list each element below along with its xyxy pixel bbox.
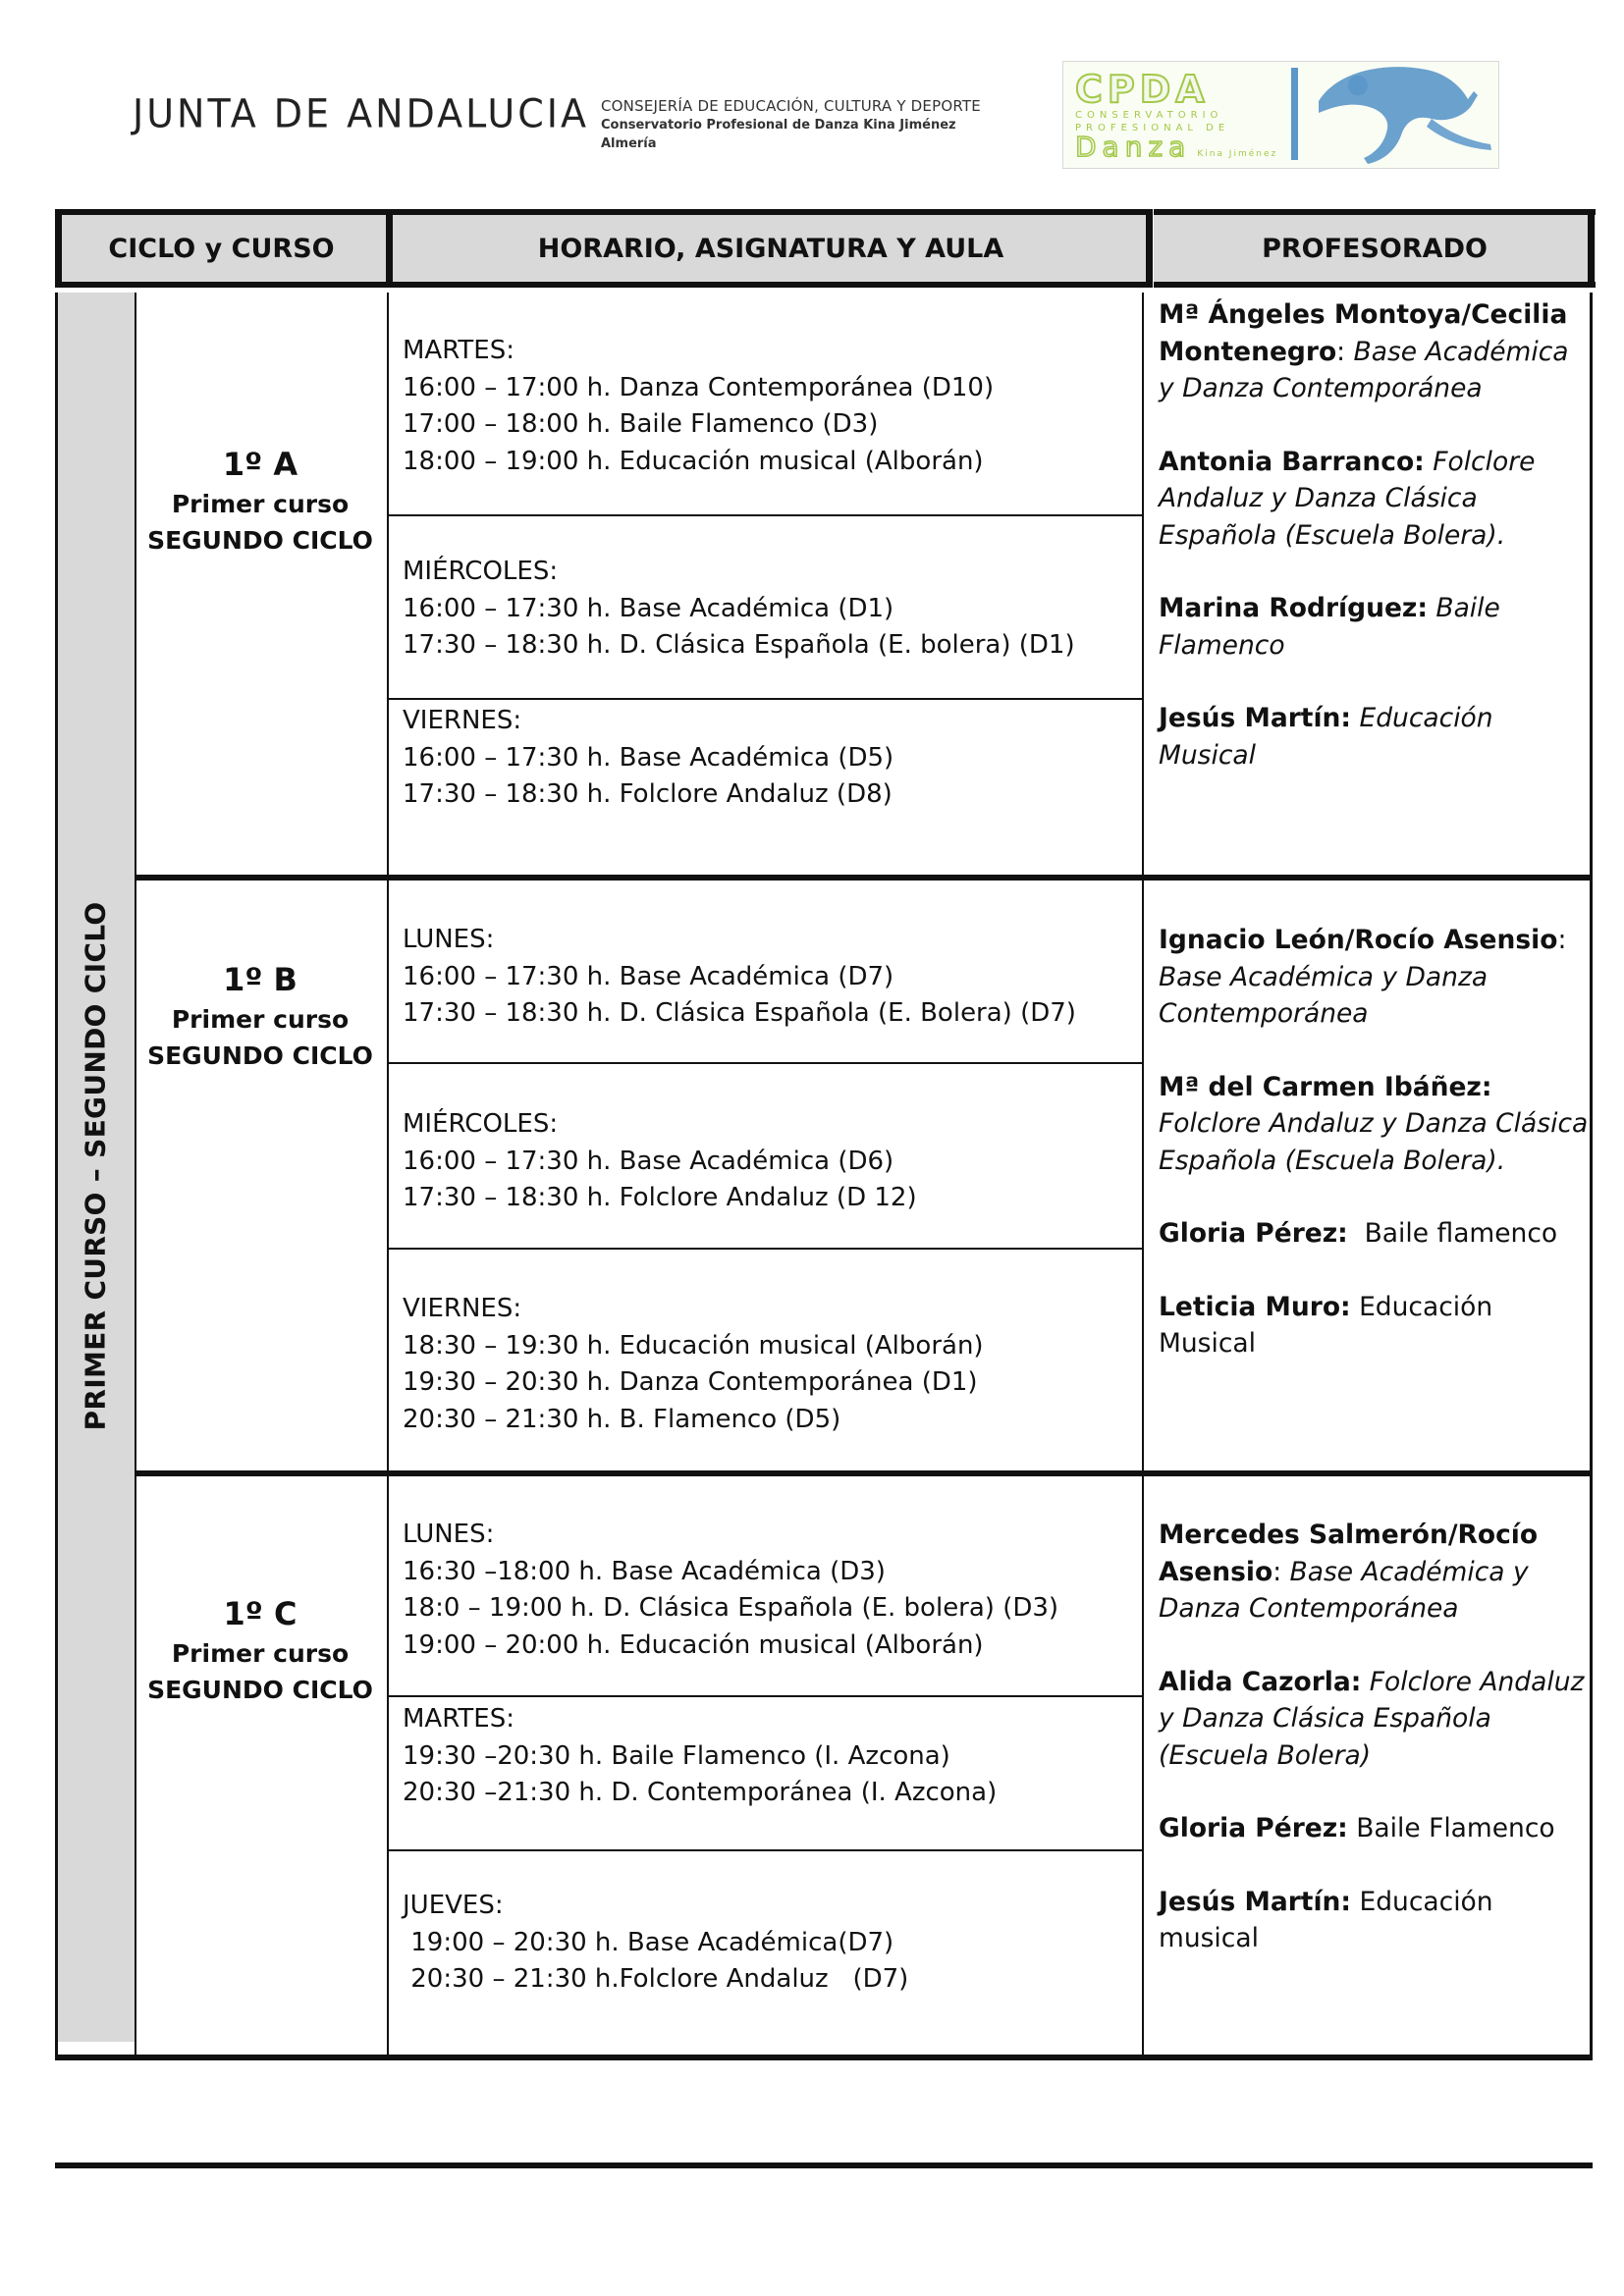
slot-separator (389, 1062, 1143, 1064)
teacher-name: Mª Ángeles Montoya/Cecilia Montenegro (1159, 299, 1568, 367)
slot-line: 18:00 – 19:00 h. Educación musical (Alborán) (403, 446, 984, 476)
header-border-right (1588, 209, 1595, 288)
teacher-sep: : (1557, 925, 1567, 955)
grid-left (55, 293, 58, 2059)
teacher-subject: Folclore Andaluz y Danza Clásica Española (Escuela Bolera) (1159, 1666, 1585, 1771)
logo-danza: Danza (1075, 131, 1192, 163)
grid-sidebar-right (135, 293, 136, 2059)
header-ciclo-curso: CICLO y CURSO (57, 209, 386, 288)
teacher-sep: : (1272, 1556, 1290, 1587)
teacher-sep (1361, 1667, 1369, 1697)
slot-day: MARTES: (403, 1704, 514, 1734)
course-cycle: SEGUNDO CICLO (147, 1041, 373, 1070)
teacher-sep (1348, 1218, 1365, 1249)
header-border-mid2 (1146, 209, 1153, 288)
schedule-slot (403, 333, 1129, 480)
slot-line: 17:00 – 18:00 h. Baile Flamenco (D3) (403, 409, 879, 439)
schedule-slot (403, 703, 1129, 814)
teacher-entry (1159, 444, 1591, 555)
slot-day: JUEVES: (403, 1891, 504, 1920)
header-profesorado: PROFESORADO (1154, 209, 1596, 288)
slot-day: MIÉRCOLES: (403, 557, 559, 586)
slot-line: 19:00 – 20:00 h. Educación musical (Alborán) (403, 1629, 984, 1660)
slot-line: 16:00 – 17:00 h. Danza Contemporánea (D10) (403, 372, 995, 402)
slot-line: 16:30 –18:00 h. Base Académica (D3) (403, 1556, 886, 1586)
schedule-slot (403, 1701, 1129, 1812)
teacher-name: Ignacio León/Rocío Asensio (1159, 925, 1558, 955)
city-line: Almería (601, 136, 657, 151)
dancer-silhouette-icon (1299, 62, 1495, 168)
logo-acronym: CPDA (1075, 68, 1210, 111)
table-bottom (55, 2055, 1593, 2060)
teachers-cell (1159, 922, 1591, 1399)
institution-block (601, 97, 1053, 153)
header-border-mid1 (386, 209, 393, 288)
teacher-entry (1159, 1215, 1591, 1253)
course-cycle: SEGUNDO CICLO (147, 1676, 373, 1704)
slot-separator (389, 698, 1143, 700)
course-cell-1c (137, 1592, 383, 1708)
teacher-name: Jesús Martín: (1159, 1886, 1352, 1917)
slot-line: 18:30 – 19:30 h. Educación musical (Alborán) (403, 1330, 984, 1361)
slot-separator (389, 1695, 1143, 1697)
slot-day: MIÉRCOLES: (403, 1109, 559, 1139)
teacher-entry (1159, 922, 1591, 1033)
teacher-subject: Folclore Andaluz y Danza Clásica Española (Escuela Bolera). (1159, 1108, 1589, 1176)
junta-de-andalucia-logo-text: JUNTA DE ANDALUCIA (133, 90, 589, 137)
teacher-sep (1348, 1813, 1356, 1843)
slot-day: MARTES: (403, 336, 514, 365)
teacher-name: Jesús Martín: (1159, 703, 1352, 733)
teacher-entry (1159, 1884, 1591, 1957)
teacher-subject: Educación musical (1159, 1886, 1493, 1953)
teacher-entry (1159, 700, 1591, 774)
teacher-sep: : (1336, 336, 1354, 367)
teacher-subject: Base Académica y Danza Contemporánea (1159, 961, 1489, 1029)
teacher-name: Alida Cazorla: (1159, 1666, 1362, 1697)
slot-day: VIERNES: (403, 1294, 522, 1323)
teacher-sep (1351, 1292, 1359, 1322)
schedule-slot (403, 1888, 1129, 1999)
teacher-name: Gloria Pérez: (1159, 1813, 1348, 1843)
header-border-left (55, 209, 62, 288)
teacher-entry (1159, 1289, 1591, 1362)
slot-line: 17:30 – 18:30 h. Folclore Andaluz (D 12) (403, 1183, 917, 1212)
teacher-entry (1159, 590, 1591, 664)
group-separator-2 (135, 1470, 1593, 1476)
slot-line: 16:00 – 17:30 h. Base Académica (D6) (403, 1146, 894, 1176)
slot-line: 17:30 – 18:30 h. D. Clásica Española (E. bolera) (D1) (403, 630, 1075, 660)
logo-bar (1291, 68, 1298, 160)
teacher-entry (1159, 1517, 1591, 1628)
teacher-sep (1425, 447, 1433, 477)
teacher-subject: Educación Musical (1159, 703, 1493, 771)
course-name: 1º C (223, 1595, 298, 1632)
logo-line1: CONSERVATORIO (1075, 110, 1223, 121)
cycle-side-label: PRIMER CURSO – SEGUNDO CICLO (79, 901, 112, 1431)
slot-line: 17:30 – 18:30 h. D. Clásica Española (E. Bolera) (D7) (403, 998, 1076, 1028)
slot-day: LUNES: (403, 925, 495, 954)
slot-line: 20:30 – 21:30 h. B. Flamenco (D5) (403, 1404, 841, 1434)
teacher-entry (1159, 1069, 1591, 1180)
grid-schedule-right (1142, 293, 1144, 2059)
schedule-slot (403, 554, 1129, 665)
teacher-entry (1159, 296, 1591, 407)
course-cell-1a (137, 443, 383, 559)
teacher-subject: Baile flamenco (1364, 1218, 1558, 1249)
slot-line: 16:00 – 17:30 h. Base Académica (D7) (403, 961, 894, 991)
cpda-logo (1062, 61, 1499, 169)
logo-line2: PROFESIONAL DE (1075, 123, 1230, 133)
slot-line: 20:30 – 21:30 h.Folclore Andaluz (D7) (403, 1964, 909, 1994)
slot-day: LUNES: (403, 1520, 495, 1549)
conservatorio-line: Conservatorio Profesional de Danza Kina Jiménez (601, 118, 956, 133)
header-horario: HORARIO, ASIGNATURA Y AULA (393, 209, 1149, 288)
course-name: 1º B (223, 961, 298, 998)
consejeria-line: CONSEJERÍA DE EDUCACIÓN, CULTURA Y DEPORTE (601, 97, 981, 115)
slot-line: 16:00 – 17:30 h. Base Académica (D1) (403, 593, 894, 623)
slot-separator (389, 514, 1143, 516)
course-level: Primer curso (171, 1005, 350, 1034)
teacher-subject: Baile Flamenco (1356, 1813, 1555, 1843)
schedule-slot (403, 1291, 1129, 1438)
course-name: 1º A (222, 446, 298, 483)
slot-line: 16:00 – 17:30 h. Base Académica (D5) (403, 742, 894, 773)
teachers-cell (1159, 296, 1591, 810)
teacher-name: Mercedes Salmerón/Rocío Asensio (1159, 1520, 1539, 1587)
logo-kina: Kina Jiménez (1197, 149, 1278, 159)
teacher-subject: Baile Flamenco (1159, 593, 1500, 661)
slot-separator (389, 1248, 1143, 1250)
slot-line: 19:30 –20:30 h. Baile Flamenco (I. Azcona) (403, 1740, 950, 1771)
teacher-entry (1159, 1664, 1591, 1775)
footer-rule (55, 2163, 1593, 2168)
schedule-slot (403, 922, 1129, 1033)
slot-day: VIERNES: (403, 706, 522, 735)
teacher-name: Gloria Pérez: (1159, 1218, 1348, 1249)
schedule-slot (403, 1106, 1129, 1217)
teacher-subject: Base Académica y Danza Contemporánea (1159, 336, 1569, 403)
course-level: Primer curso (171, 490, 350, 518)
teacher-name: Mª del Carmen Ibáñez: (1159, 1071, 1492, 1102)
teacher-subject: Folclore Andaluz y Danza Clásica Española (Escuela Bolera). (1159, 446, 1536, 551)
teacher-name: Leticia Muro: (1159, 1291, 1351, 1322)
course-cycle: SEGUNDO CICLO (147, 526, 373, 555)
teacher-name: Antonia Barranco: (1159, 446, 1425, 477)
group-separator-1 (135, 875, 1593, 881)
slot-line: 20:30 –21:30 h. D. Contemporánea (I. Azcona) (403, 1778, 998, 1807)
slot-line: 18:0 – 19:00 h. D. Clásica Española (E. bolera) (D3) (403, 1593, 1059, 1623)
course-cell-1b (137, 958, 383, 1074)
teacher-entry (1159, 1810, 1591, 1847)
slot-line: 17:30 – 18:30 h. Folclore Andaluz (D8) (403, 779, 893, 809)
teacher-name: Marina Rodríguez: (1159, 593, 1428, 623)
slot-separator (389, 1849, 1143, 1851)
schedule-slot (403, 1517, 1129, 1664)
teacher-subject: Base Académica y Danza Contemporánea (1159, 1556, 1529, 1624)
slot-line: 19:00 – 20:30 h. Base Académica(D7) (403, 1927, 894, 1957)
teacher-subject: Educación Musical (1159, 1291, 1493, 1359)
course-level: Primer curso (171, 1639, 350, 1668)
grid-course-right (387, 293, 389, 2059)
slot-line: 19:30 – 20:30 h. Danza Contemporánea (D1) (403, 1367, 978, 1397)
teachers-cell (1159, 1517, 1591, 1994)
